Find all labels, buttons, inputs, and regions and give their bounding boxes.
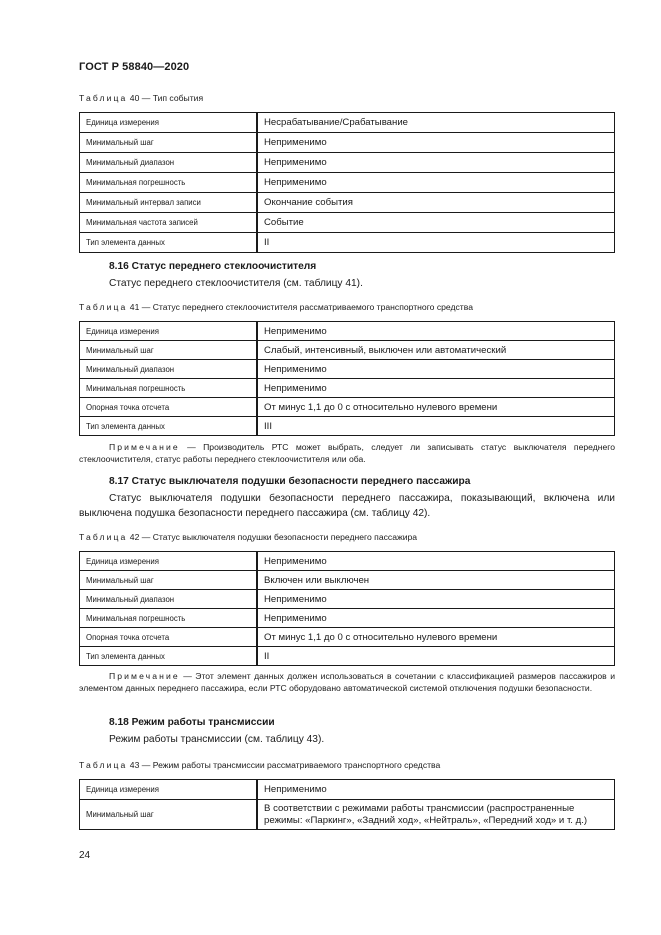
page-number: 24: [79, 850, 91, 861]
table-cell-value: Неприменимо: [257, 552, 615, 571]
section-8-17-title: 8.17 Статус выключателя подушки безопасности переднего пассажира: [109, 476, 471, 487]
table-row: [80, 360, 615, 379]
caption-text: 42 — Статус выключателя подушки безопасности переднего пассажира: [127, 532, 418, 542]
table-cell-label: Тип элемента данных: [80, 647, 258, 666]
table-row: [80, 173, 615, 193]
table-cell-label: Единица измерения: [80, 552, 258, 571]
table-row: [80, 552, 615, 571]
caption-text: 40 — Тип события: [127, 93, 204, 103]
table-cell-value: Неприменимо: [257, 322, 615, 341]
table-cell-value: Слабый, интенсивный, выключен или автоматический: [257, 341, 615, 360]
table-cell-label: Минимальный шаг: [80, 341, 258, 360]
table-row: [80, 341, 615, 360]
table-row: [80, 780, 615, 800]
table-row: [80, 800, 615, 830]
table-cell-label: Единица измерения: [80, 780, 258, 800]
table-row: [80, 233, 615, 253]
table-cell-value: Окончание события: [257, 193, 615, 213]
table-cell-value: Неприменимо: [257, 153, 615, 173]
table-cell-label: Единица измерения: [80, 113, 258, 133]
table-cell-label: Минимальный диапазон: [80, 590, 258, 609]
table-row: [80, 113, 615, 133]
table-row: [80, 379, 615, 398]
table-42-note: [79, 670, 615, 694]
table-cell-label: Тип элемента данных: [80, 233, 258, 253]
document-header: ГОСТ Р 58840—2020: [79, 61, 190, 73]
table-cell-value: II: [257, 233, 615, 253]
table-cell-value: Неприменимо: [257, 590, 615, 609]
table-cell-label: Минимальный шаг: [80, 133, 258, 153]
table-row: [80, 322, 615, 341]
table-cell-label: Тип элемента данных: [80, 417, 258, 436]
table-cell-value: Несрабатывание/Срабатывание: [257, 113, 615, 133]
table-cell-value: Включен или выключен: [257, 571, 615, 590]
section-8-16-title: 8.16 Статус переднего стеклоочистителя: [109, 261, 317, 272]
caption-label: Таблица: [79, 760, 128, 770]
table-row: [80, 213, 615, 233]
table-row: [80, 628, 615, 647]
table-row: [80, 571, 615, 590]
table-cell-value: Неприменимо: [257, 379, 615, 398]
section-8-18-text: Режим работы трансмиссии (см. таблицу 43).: [109, 734, 325, 745]
table-40: [79, 112, 615, 253]
caption-label: Таблица: [79, 532, 128, 542]
caption-label: Таблица: [79, 302, 128, 312]
table-cell-value: Неприменимо: [257, 173, 615, 193]
table-cell-label: Минимальный шаг: [80, 800, 258, 830]
table-cell-label: Минимальная погрешность: [80, 609, 258, 628]
table-41: [79, 321, 615, 436]
table-41-caption: [79, 302, 473, 312]
caption-text: 41 — Статус переднего стеклоочистителя рассматриваемого транспортного средства: [127, 302, 473, 312]
table-row: [80, 417, 615, 436]
table-cell-value: Неприменимо: [257, 609, 615, 628]
table-43: [79, 779, 615, 830]
table-row: [80, 590, 615, 609]
table-cell-value: В соответствии с режимами работы трансмиссии (распространенные режимы: «Паркинг», «Задний ход», «Нейтраль», «Передний ход» и т. д.): [257, 800, 615, 830]
note-label: Примечание: [109, 442, 180, 452]
table-cell-label: Минимальный интервал записи: [80, 193, 258, 213]
section-8-18-title: 8.18 Режим работы трансмиссии: [109, 717, 275, 728]
table-cell-label: Опорная точка отсчета: [80, 628, 258, 647]
section-8-16-text: Статус переднего стеклоочистителя (см. таблицу 41).: [109, 278, 363, 289]
table-cell-label: Минимальный диапазон: [80, 360, 258, 379]
table-cell-value: II: [257, 647, 615, 666]
caption-text: 43 — Режим работы трансмиссии рассматриваемого транспортного средства: [127, 760, 441, 770]
table-41-note: [79, 441, 615, 465]
table-cell-label: Единица измерения: [80, 322, 258, 341]
table-cell-label: Минимальная частота записей: [80, 213, 258, 233]
table-row: [80, 609, 615, 628]
note-text: — Производитель РТС может выбрать, следует ли записывать статус выключателя переднего стеклоочистителя, статус работы переднего стеклоочистителя или оба.: [79, 442, 615, 464]
table-cell-label: Опорная точка отсчета: [80, 398, 258, 417]
note-label: Примечание: [109, 671, 180, 681]
table-cell-value: От минус 1,1 до 0 с относительно нулевого времени: [257, 398, 615, 417]
table-row: [80, 133, 615, 153]
table-42: [79, 551, 615, 666]
table-row: [80, 193, 615, 213]
table-cell-value: От минус 1,1 до 0 с относительно нулевого времени: [257, 628, 615, 647]
table-row: [80, 153, 615, 173]
table-cell-value: III: [257, 417, 615, 436]
table-cell-value: Событие: [257, 213, 615, 233]
section-8-17-text: Статус выключателя подушки безопасности переднего пассажира, показывающий, включена или выключена подушка безопасности переднего пассажира (см. таблицу 42).: [79, 493, 615, 519]
table-cell-value: Неприменимо: [257, 133, 615, 153]
table-cell-label: Минимальная погрешность: [80, 173, 258, 193]
note-text: — Этот элемент данных должен использоваться в сочетании с классификацией размеров пассажиров и элементом данных переднего пассажира, если РТС оборудовано автоматической системой отключения подушки безопасности.: [79, 671, 615, 693]
table-cell-value: Неприменимо: [257, 360, 615, 379]
table-cell-label: Минимальный шаг: [80, 571, 258, 590]
caption-label: Таблица: [79, 93, 128, 103]
table-43-caption: [79, 760, 440, 770]
table-40-caption: [79, 93, 203, 103]
table-cell-label: Минимальный диапазон: [80, 153, 258, 173]
table-42-caption: [79, 532, 417, 542]
table-row: [80, 647, 615, 666]
table-row: [80, 398, 615, 417]
table-cell-label: Минимальная погрешность: [80, 379, 258, 398]
table-cell-value: Неприменимо: [257, 780, 615, 800]
